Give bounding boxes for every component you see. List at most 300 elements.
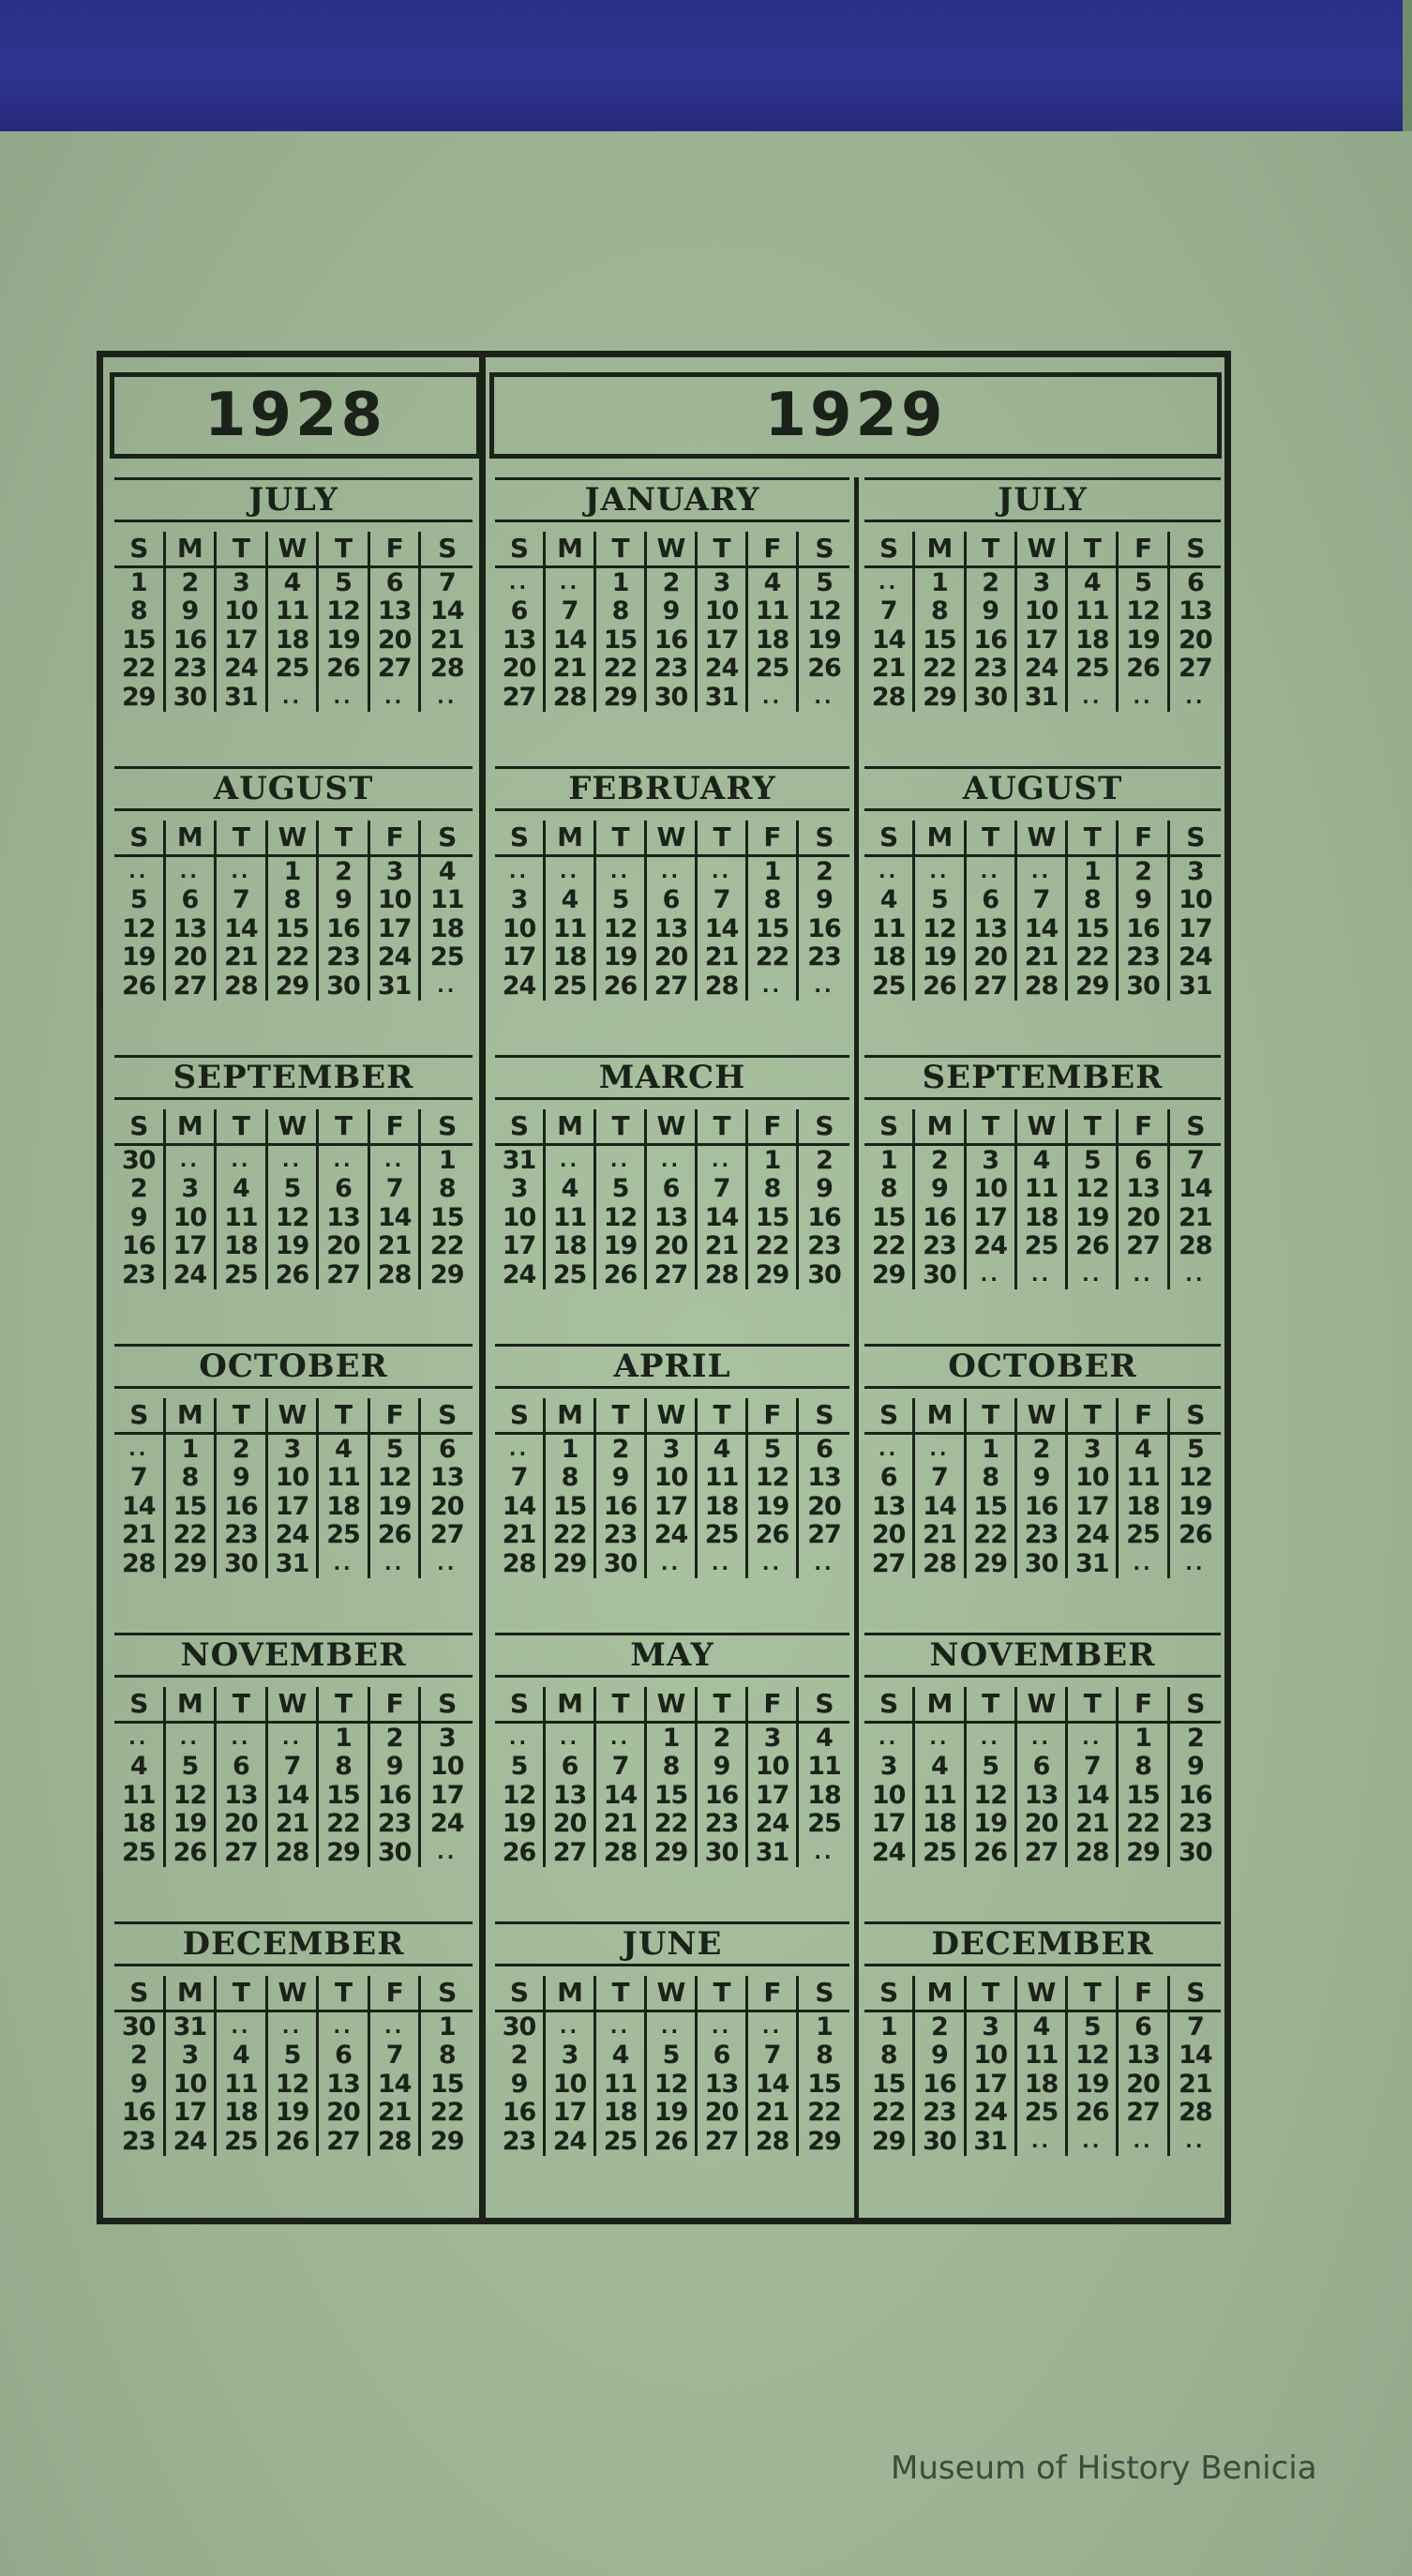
day-cell: 21 — [1017, 943, 1068, 972]
day-cell: 16 — [114, 1232, 166, 1261]
empty-day-cell: .. — [748, 972, 799, 1001]
day-cell: 31 — [370, 972, 422, 1001]
day-grid — [114, 854, 473, 1001]
day-cell: 14 — [370, 1203, 422, 1232]
day-cell: 13 — [698, 2070, 748, 2099]
weekday-label: F — [1119, 1109, 1169, 1143]
weekday-label: T — [967, 1398, 1017, 1432]
weekday-label: S — [114, 821, 166, 854]
day-cell: 2 — [370, 1724, 422, 1753]
day-cell: 20 — [217, 1810, 268, 1839]
day-cell: 5 — [748, 1435, 799, 1464]
weekday-label: F — [370, 1687, 422, 1721]
day-cell: 20 — [647, 943, 698, 972]
day-cell: 1 — [748, 857, 799, 886]
weekday-label: T — [319, 1398, 370, 1432]
day-cell: 9 — [816, 885, 833, 915]
month-august-1928 — [114, 766, 473, 1001]
day-cell: 22 — [864, 1232, 915, 1261]
day-cell: 14 — [495, 1492, 546, 1521]
empty-day-cell: .. — [1185, 1263, 1206, 1287]
day-cell: 12 — [807, 596, 841, 626]
day-cell: 28 — [546, 683, 596, 712]
weekday-label: T — [967, 821, 1017, 854]
weekday-label: M — [166, 1109, 218, 1143]
day-cell: 12 — [114, 914, 166, 943]
day-cell: 28 — [596, 1838, 647, 1867]
day-cell: 7 — [438, 567, 456, 597]
day-cell: 13 — [495, 625, 546, 655]
day-cell: 10 — [546, 2070, 596, 2099]
year-1929-heading: 1929 — [489, 372, 1222, 459]
day-cell: 21 — [1179, 2069, 1212, 2099]
day-grid — [495, 2010, 849, 2156]
day-cell: 28 — [864, 683, 915, 712]
weekday-label: T — [698, 1687, 748, 1721]
day-cell: 10 — [967, 2041, 1017, 2071]
day-cell: 30 — [1179, 1837, 1212, 1867]
day-cell: 29 — [864, 1260, 915, 1289]
day-cell: 10 — [495, 914, 546, 943]
day-cell: 7 — [370, 2041, 422, 2071]
day-cell: 16 — [596, 1492, 647, 1521]
weekday-label: S — [864, 1976, 915, 2010]
day-cell: 12 — [268, 1203, 320, 1232]
day-cell: 21 — [114, 1521, 166, 1550]
day-cell: 11 — [268, 597, 320, 626]
day-cell: 13 — [864, 1492, 915, 1521]
day-cell: 10 — [967, 1175, 1017, 1204]
weekday-label: M — [915, 1687, 966, 1721]
weekday-label: W — [268, 1398, 320, 1432]
weekday-label: W — [647, 1398, 698, 1432]
day-cell: 30 — [370, 1838, 422, 1867]
month-name: DECEMBER — [864, 1921, 1221, 1966]
day-cell: 25 — [217, 2127, 268, 2156]
day-cell: 14 — [698, 914, 748, 943]
weekday-label: W — [268, 1109, 320, 1143]
empty-day-cell: .. — [495, 1724, 546, 1753]
day-cell: 16 — [495, 2099, 546, 2128]
day-grid — [864, 565, 1221, 712]
weekday-label: S — [815, 533, 834, 564]
museum-credit: Museum of History Benicia — [891, 2449, 1317, 2487]
day-cell: 2 — [647, 568, 698, 597]
empty-day-cell: .. — [437, 1841, 458, 1864]
day-cell: 13 — [647, 1203, 698, 1232]
empty-day-cell: .. — [748, 683, 799, 712]
day-cell: 9 — [319, 886, 370, 915]
day-cell: 20 — [546, 1810, 596, 1839]
day-cell: 13 — [217, 1781, 268, 1810]
day-cell: 18 — [546, 1232, 596, 1261]
day-cell: 26 — [319, 655, 370, 684]
empty-day-cell: .. — [217, 857, 268, 886]
day-cell: 28 — [748, 2127, 799, 2156]
day-cell: 5 — [166, 1753, 218, 1782]
day-cell: 19 — [1068, 2070, 1119, 2099]
weekday-label: T — [698, 532, 748, 565]
weekday-label: S — [438, 1110, 457, 1141]
empty-day-cell: .. — [1119, 1260, 1169, 1289]
day-cell: 20 — [647, 1232, 698, 1261]
day-cell: 9 — [915, 2041, 966, 2071]
day-cell: 25 — [1119, 1521, 1169, 1550]
day-cell: 9 — [647, 597, 698, 626]
day-cell: 8 — [1068, 886, 1119, 915]
empty-day-cell: .. — [596, 1724, 647, 1753]
day-cell: 29 — [429, 1259, 464, 1289]
empty-day-cell: .. — [319, 2012, 370, 2041]
weekday-label: M — [915, 821, 966, 854]
day-cell: 5 — [268, 1175, 320, 1204]
empty-day-cell: .. — [1119, 683, 1169, 712]
day-cell: 3 — [370, 857, 422, 886]
weekday-label: F — [370, 1976, 422, 2010]
day-cell: 7 — [370, 1175, 422, 1204]
day-cell: 1 — [967, 1435, 1017, 1464]
day-cell: 15 — [429, 1202, 464, 1232]
day-cell: 11 — [217, 2070, 268, 2099]
day-cell: 15 — [864, 2070, 915, 2099]
weekday-label: F — [748, 1109, 799, 1143]
month-december-1928 — [114, 1921, 473, 2156]
weekday-label: F — [370, 1398, 422, 1432]
day-cell: 21 — [748, 2099, 799, 2128]
day-cell: 9 — [114, 1203, 166, 1232]
weekday-header — [114, 1976, 473, 2010]
day-cell: 23 — [915, 2099, 966, 2128]
weekday-label: S — [495, 821, 546, 854]
day-cell: 31 — [698, 683, 748, 712]
weekday-label: W — [647, 1687, 698, 1721]
day-cell: 5 — [816, 567, 833, 597]
day-cell: 20 — [166, 943, 218, 972]
weekday-header — [495, 821, 849, 854]
day-cell: 2 — [114, 1175, 166, 1204]
day-cell: 14 — [596, 1781, 647, 1810]
empty-day-cell: .. — [546, 1724, 596, 1753]
day-cell: 11 — [546, 914, 596, 943]
day-cell: 13 — [967, 914, 1017, 943]
day-cell: 5 — [647, 2041, 698, 2071]
day-cell: 7 — [1186, 2011, 1204, 2041]
year-1928-heading: 1928 — [110, 372, 481, 459]
day-cell: 12 — [596, 914, 647, 943]
day-cell: 6 — [816, 1434, 833, 1464]
day-cell: 15 — [807, 2069, 841, 2099]
day-cell: 22 — [319, 1810, 370, 1839]
empty-day-cell: .. — [1185, 2130, 1206, 2153]
empty-day-cell: .. — [647, 857, 698, 886]
empty-day-cell: .. — [114, 1724, 166, 1753]
day-cell: 28 — [698, 972, 748, 1001]
weekday-label: W — [1017, 1398, 1068, 1432]
weekday-label: W — [268, 1976, 320, 2010]
day-cell: 5 — [370, 1435, 422, 1464]
day-grid — [114, 1143, 473, 1289]
day-cell: 27 — [967, 972, 1017, 1001]
weekday-header — [864, 532, 1221, 565]
day-cell: 2 — [915, 2012, 966, 2041]
empty-day-cell: .. — [1068, 1260, 1119, 1289]
weekday-label: S — [864, 821, 915, 854]
weekday-label: S — [1186, 533, 1205, 564]
day-cell: 24 — [864, 1838, 915, 1867]
empty-day-cell: .. — [1017, 1260, 1068, 1289]
day-cell: 20 — [1119, 1203, 1169, 1232]
day-cell: 11 — [748, 597, 799, 626]
day-cell: 30 — [114, 1146, 166, 1175]
day-cell: 5 — [114, 886, 166, 915]
day-cell: 17 — [166, 2099, 218, 2128]
weekday-label: W — [268, 532, 320, 565]
month-name: AUGUST — [114, 766, 473, 811]
month-october-1929 — [864, 1344, 1221, 1578]
day-cell: 12 — [495, 1781, 546, 1810]
day-cell: 21 — [1068, 1810, 1119, 1839]
day-cell: 22 — [748, 943, 799, 972]
month-name: JULY — [864, 477, 1221, 522]
day-cell: 7 — [268, 1753, 320, 1782]
day-cell: 1 — [1119, 1724, 1169, 1753]
empty-day-cell: .. — [268, 1724, 320, 1753]
weekday-label: T — [967, 532, 1017, 565]
weekday-label: F — [748, 1398, 799, 1432]
day-cell: 25 — [1017, 2099, 1068, 2128]
day-cell: 29 — [1068, 972, 1119, 1001]
day-cell: 19 — [268, 2099, 320, 2128]
weekday-header — [114, 1687, 473, 1721]
weekday-label: T — [698, 821, 748, 854]
day-cell: 20 — [698, 2099, 748, 2128]
weekday-label: S — [495, 1109, 546, 1143]
day-cell: 27 — [319, 1260, 370, 1289]
day-cell: 26 — [1179, 1520, 1212, 1550]
weekday-header — [495, 532, 849, 565]
empty-day-cell: .. — [1119, 2127, 1169, 2156]
day-cell: 15 — [166, 1492, 218, 1521]
empty-day-cell: .. — [319, 1146, 370, 1175]
day-cell: 7 — [495, 1464, 546, 1493]
day-cell: 9 — [1017, 1464, 1068, 1493]
day-cell: 22 — [915, 655, 966, 684]
day-cell: 10 — [1068, 1464, 1119, 1493]
day-cell: 26 — [370, 1521, 422, 1550]
day-cell: 14 — [1179, 2041, 1212, 2071]
day-cell: 13 — [1119, 1175, 1169, 1204]
empty-day-cell: .. — [814, 685, 834, 709]
day-cell: 26 — [268, 1260, 320, 1289]
day-cell: 30 — [915, 1260, 966, 1289]
empty-day-cell: .. — [748, 1549, 799, 1578]
weekday-label: M — [546, 1976, 596, 2010]
day-cell: 18 — [1017, 2070, 1068, 2099]
day-cell: 27 — [1119, 2099, 1169, 2128]
day-cell: 16 — [1017, 1492, 1068, 1521]
day-cell: 23 — [596, 1521, 647, 1550]
day-cell: 5 — [1119, 568, 1169, 597]
day-cell: 5 — [1186, 1434, 1204, 1464]
paper-edge — [1403, 0, 1412, 131]
day-cell: 1 — [816, 2011, 833, 2041]
day-cell: 15 — [967, 1492, 1017, 1521]
weekday-label: M — [915, 1398, 966, 1432]
day-cell: 18 — [864, 943, 915, 972]
day-grid — [495, 854, 849, 1001]
weekday-label: W — [647, 532, 698, 565]
day-cell: 23 — [370, 1810, 422, 1839]
day-cell: 17 — [1179, 913, 1212, 943]
empty-day-cell: .. — [748, 2012, 799, 2041]
day-cell: 23 — [1179, 1809, 1212, 1839]
day-cell: 20 — [319, 1232, 370, 1261]
day-cell: 2 — [166, 568, 218, 597]
day-cell: 16 — [807, 913, 841, 943]
empty-day-cell: .. — [370, 2012, 422, 2041]
day-cell: 16 — [698, 1781, 748, 1810]
day-cell: 21 — [370, 1232, 422, 1261]
day-cell: 2 — [698, 1724, 748, 1753]
day-cell: 30 — [319, 972, 370, 1001]
day-cell: 28 — [1068, 1838, 1119, 1867]
day-cell: 3 — [647, 1435, 698, 1464]
day-cell: 19 — [1119, 625, 1169, 655]
month-name: NOVEMBER — [114, 1633, 473, 1678]
day-cell: 6 — [1119, 1146, 1169, 1175]
day-cell: 6 — [1186, 567, 1204, 597]
day-cell: 26 — [1068, 1232, 1119, 1261]
day-cell: 1 — [114, 568, 166, 597]
day-cell: 21 — [495, 1521, 546, 1550]
day-cell: 27 — [166, 972, 218, 1001]
day-cell: 1 — [647, 1724, 698, 1753]
day-cell: 3 — [268, 1435, 320, 1464]
weekday-label: S — [495, 1976, 546, 2010]
day-cell: 13 — [1179, 596, 1212, 626]
weekday-label: F — [748, 532, 799, 565]
day-cell: 29 — [114, 683, 166, 712]
month-january-1929 — [495, 477, 849, 712]
weekday-label: T — [319, 1109, 370, 1143]
empty-day-cell: .. — [698, 1549, 748, 1578]
day-cell: 12 — [915, 914, 966, 943]
day-cell: 25 — [748, 655, 799, 684]
month-name: NOVEMBER — [864, 1633, 1221, 1678]
day-cell: 2 — [1186, 1723, 1204, 1753]
day-cell: 7 — [698, 886, 748, 915]
day-cell: 28 — [370, 1260, 422, 1289]
day-cell: 26 — [596, 1260, 647, 1289]
weekday-label: S — [114, 1687, 166, 1721]
day-cell: 12 — [596, 1203, 647, 1232]
day-cell: 25 — [546, 972, 596, 1001]
weekday-label: S — [1186, 821, 1205, 852]
month-november-1928 — [114, 1633, 473, 1867]
day-cell: 3 — [967, 1146, 1017, 1175]
day-cell: 29 — [268, 972, 320, 1001]
day-cell: 25 — [698, 1521, 748, 1550]
empty-day-cell: .. — [495, 1435, 546, 1464]
day-cell: 9 — [596, 1464, 647, 1493]
day-cell: 4 — [816, 1723, 833, 1753]
day-cell: 19 — [596, 1232, 647, 1261]
day-cell: 12 — [166, 1781, 218, 1810]
day-cell: 1 — [864, 2012, 915, 2041]
month-name: APRIL — [495, 1344, 849, 1389]
day-cell: 12 — [967, 1781, 1017, 1810]
day-cell: 18 — [217, 1232, 268, 1261]
empty-day-cell: .. — [647, 1549, 698, 1578]
empty-day-cell: .. — [915, 857, 966, 886]
day-cell: 14 — [268, 1781, 320, 1810]
day-cell: 24 — [647, 1521, 698, 1550]
day-cell: 11 — [114, 1781, 166, 1810]
day-cell: 28 — [698, 1260, 748, 1289]
day-cell: 14 — [1017, 914, 1068, 943]
day-cell: 27 — [647, 972, 698, 1001]
day-cell: 4 — [546, 886, 596, 915]
day-cell: 12 — [647, 2070, 698, 2099]
day-cell: 9 — [217, 1464, 268, 1493]
day-cell: 31 — [1179, 971, 1212, 1001]
day-cell: 2 — [816, 856, 833, 886]
day-cell: 27 — [807, 1520, 841, 1550]
weekday-label: W — [1017, 1976, 1068, 2010]
day-cell: 26 — [647, 2127, 698, 2156]
day-cell: 8 — [114, 597, 166, 626]
day-cell: 4 — [438, 856, 456, 886]
day-cell: 18 — [268, 625, 320, 655]
day-cell: 18 — [217, 2099, 268, 2128]
empty-day-cell: .. — [864, 857, 915, 886]
weekday-label: S — [864, 1109, 915, 1143]
empty-day-cell: .. — [495, 857, 546, 886]
day-cell: 12 — [268, 2070, 320, 2099]
day-cell: 11 — [807, 1752, 841, 1782]
weekday-label: S — [1186, 1977, 1205, 2008]
day-cell: 16 — [1119, 914, 1169, 943]
day-cell: 3 — [967, 2012, 1017, 2041]
day-cell: 29 — [647, 1838, 698, 1867]
weekday-label: F — [370, 821, 422, 854]
empty-day-cell: .. — [546, 1146, 596, 1175]
day-cell: 8 — [647, 1753, 698, 1782]
empty-day-cell: .. — [1017, 1724, 1068, 1753]
day-cell: 21 — [268, 1810, 320, 1839]
day-cell: 26 — [748, 1521, 799, 1550]
weekday-label: M — [915, 1976, 966, 2010]
day-cell: 10 — [370, 886, 422, 915]
day-cell: 29 — [546, 1549, 596, 1578]
weekday-label: T — [217, 1398, 268, 1432]
day-cell: 10 — [864, 1781, 915, 1810]
day-cell: 4 — [114, 1753, 166, 1782]
empty-day-cell: .. — [319, 1549, 370, 1578]
day-cell: 17 — [864, 1810, 915, 1839]
day-cell: 16 — [114, 2099, 166, 2128]
day-cell: 16 — [217, 1492, 268, 1521]
day-cell: 23 — [807, 942, 841, 972]
month-name: JANUARY — [495, 477, 849, 522]
day-cell: 14 — [546, 625, 596, 655]
day-cell: 23 — [166, 655, 218, 684]
day-cell: 11 — [1017, 1175, 1068, 1204]
day-cell: 8 — [816, 2041, 833, 2071]
empty-day-cell: .. — [814, 974, 834, 998]
day-cell: 21 — [864, 655, 915, 684]
day-cell: 11 — [864, 914, 915, 943]
